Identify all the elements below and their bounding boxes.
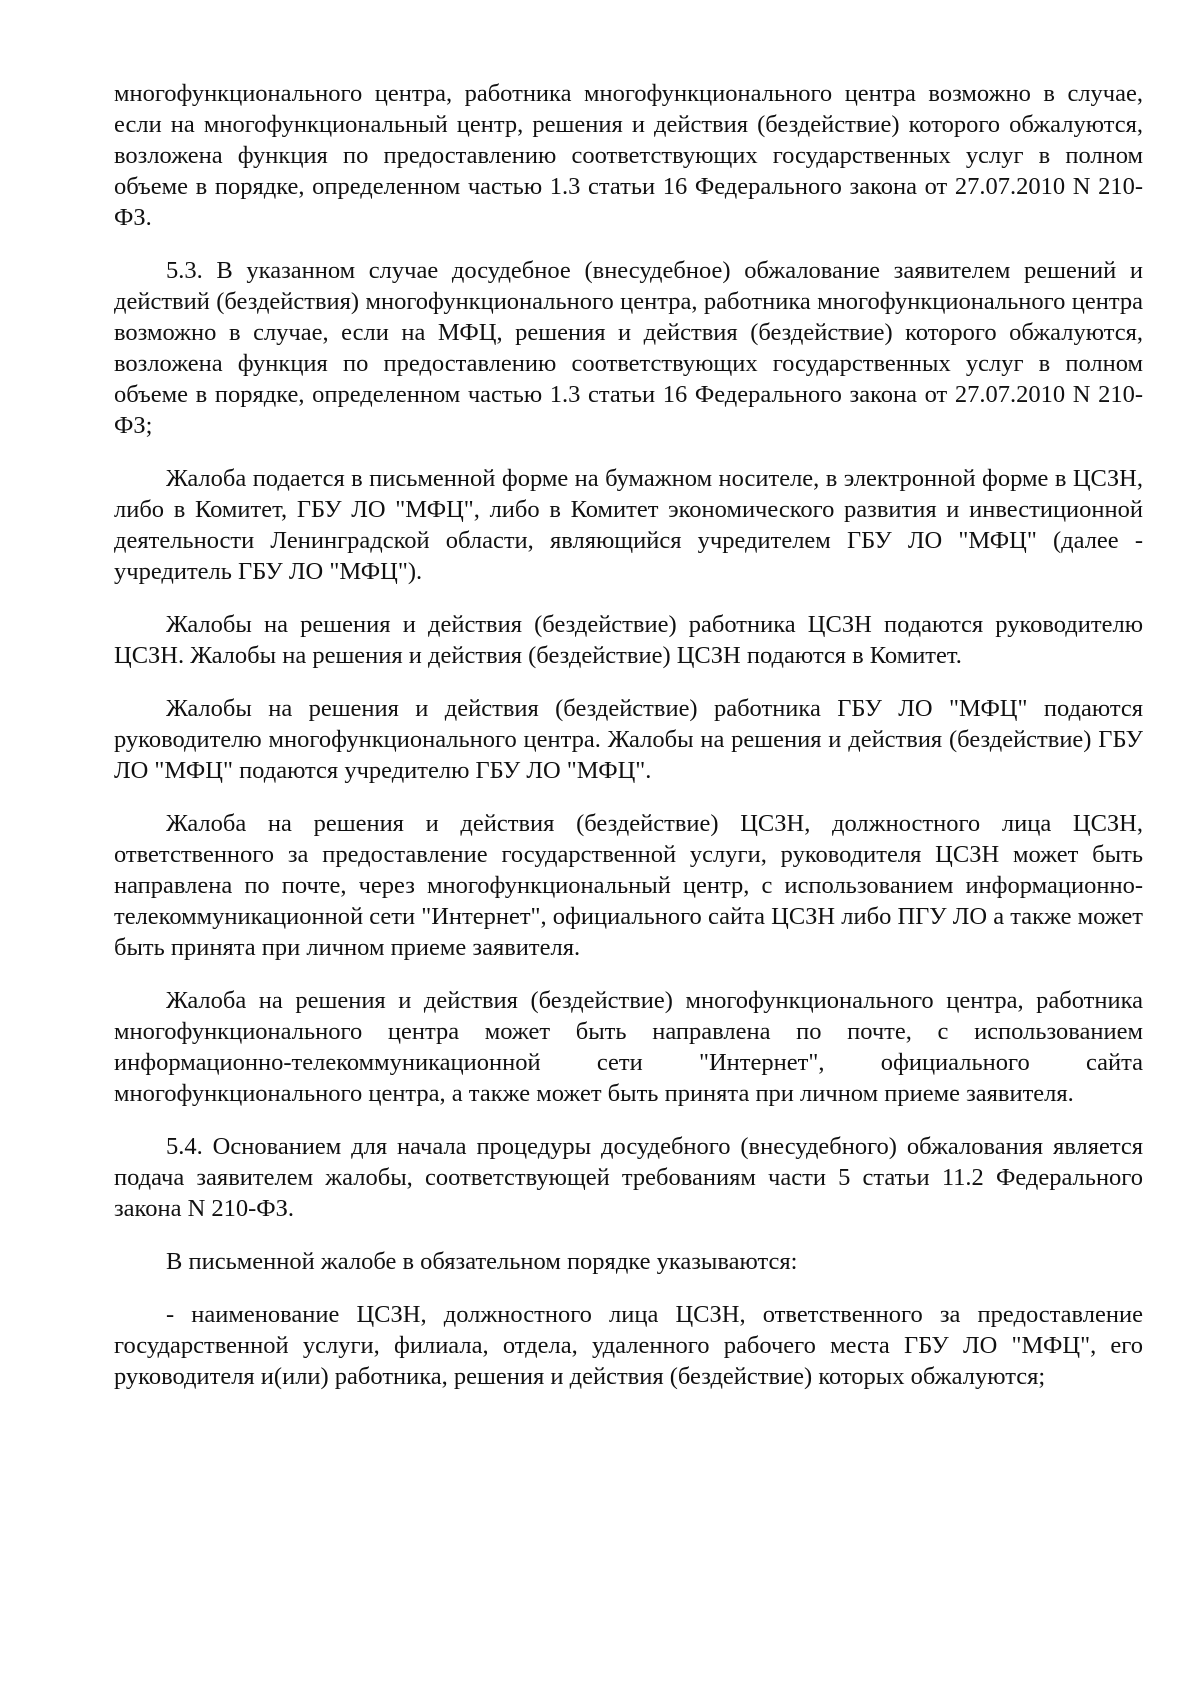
- paragraph-cszn-delivery: Жалоба на решения и действия (бездействие) ЦСЗН, должностного лица ЦСЗН, ответственного за предоставление государственной услуги, руководителя ЦСЗН может быть направлена по почте, через многофункциональный центр, с использованием информационно-телекоммуникационной сети "Интернет", официального сайта ЦСЗН либо ПГУ ЛО а также может быть принята при личном приеме заявителя.: [114, 810, 1143, 961]
- paragraph-cszn-complaints: Жалобы на решения и действия (бездействие) работника ЦСЗН подаются руководителю ЦСЗН. Жалобы на решения и действия (бездействие) ЦСЗН подаются в Комитет.: [114, 611, 1143, 669]
- paragraph-mfc-complaints: Жалобы на решения и действия (бездействие) работника ГБУ ЛО "МФЦ" подаются руководителю многофункционального центра. Жалобы на решения и действия (бездействие) ГБУ ЛО "МФЦ" подаются учредителю ГБУ ЛО "МФЦ".: [114, 695, 1143, 784]
- paragraph-complaint-form: Жалоба подается в письменной форме на бумажном носителе, в электронной форме в ЦСЗН, либо в Комитет, ГБУ ЛО "МФЦ", либо в Комитет экономического развития и инвестиционной деятельности Ленинградской области, являющийся учредителем ГБУ ЛО "МФЦ" (далее - учредитель ГБУ ЛО "МФЦ").: [114, 465, 1143, 585]
- paragraph-5-3: 5.3. В указанном случае досудебное (внесудебное) обжалование заявителем решений и действий (бездействия) многофункционального центра, работника многофункционального центра возможно в случае, если на МФЦ, решения и действия (бездействие) которого обжалуются, возложена функция по предоставлению соответствующих государственных услуг в полном объеме в порядке, определенном частью 1.3 статьи 16 Федерального закона от 27.07.2010 N 210-ФЗ;: [114, 257, 1143, 439]
- paragraph-mfc-delivery: Жалоба на решения и действия (бездействие) многофункционального центра, работника многофункционального центра может быть направлена по почте, с использованием информационно-телекоммуникационной сети "Интернет", официального сайта многофункционального центра, а также может быть принята при личном приеме заявителя.: [114, 987, 1143, 1107]
- paragraph-5-4: 5.4. Основанием для начала процедуры досудебного (внесудебного) обжалования является подача заявителем жалобы, соответствующей требованиям части 5 статьи 11.2 Федерального закона N 210-ФЗ.: [114, 1133, 1143, 1222]
- list-item-name-of-body: - наименование ЦСЗН, должностного лица ЦСЗН, ответственного за предоставление государственной услуги, филиала, отдела, удаленного рабочего места ГБУ ЛО "МФЦ", его руководителя и(или) работника, решения и действия (бездействие) которых обжалуются;: [114, 1301, 1143, 1390]
- document-body: [114, 78, 1143, 1392]
- paragraph-continuation: многофункционального центра, работника многофункционального центра возможно в случае, если на многофункциональный центр, решения и действия (бездействие) которого обжалуются, возложена функция по предоставлению соответствующих государственных услуг в полном объеме в порядке, определенном частью 1.3 статьи 16 Федерального закона от 27.07.2010 N 210-ФЗ.: [114, 80, 1143, 231]
- paragraph-required-items-intro: В письменной жалобе в обязательном порядке указываются:: [166, 1248, 798, 1275]
